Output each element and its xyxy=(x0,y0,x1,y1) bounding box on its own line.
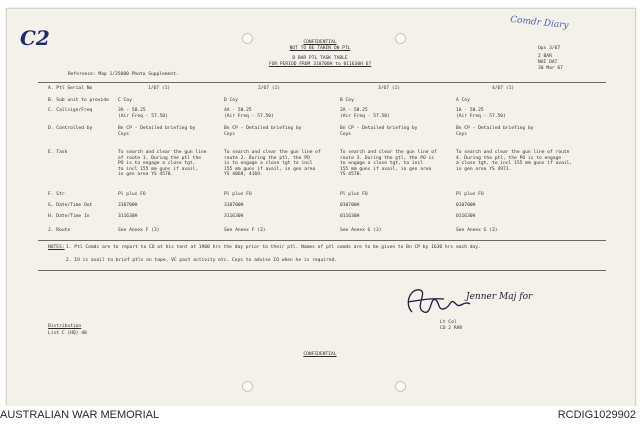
archive-id: RCDIG1029902 xyxy=(557,409,636,421)
unit-name: 2 BAR xyxy=(538,54,552,59)
table-cell: See Annex G (3) xyxy=(456,228,498,233)
row-label: C. Callsign/Freq xyxy=(48,108,93,113)
table-cell: To search and clear the gun line of route 1. During the ptl the PO is to engage a close tgt, to incl 155 mm guns if avail, in gen area YS 4570. xyxy=(118,150,207,178)
table-cell: 010700H xyxy=(456,203,476,208)
table-cell: Pl plus FO xyxy=(340,192,368,197)
not-to-be-taken: NOT TO BE TAKEN ON PTL xyxy=(289,46,351,51)
row-label: B. Sub unit to provide xyxy=(48,98,109,103)
row-label: G. Date/Time Out xyxy=(48,203,93,208)
document-title: B BAR PTL TASK TABLE xyxy=(292,56,348,61)
table-cell: To search and clear the gun line of route 2. During the ptl, the PO is to engage a close tgt to incl 155 mm guns if avail, in gen area YS 4069, 4169. xyxy=(224,150,321,178)
table-cell: To search and clear the gun line of route 3. During the ptl, the PO is to engage a close tgt, to incl 155 mm guns if avail, in gen area YS 4570. xyxy=(340,150,437,178)
row-label: A. Ptl Serial No xyxy=(48,86,93,91)
table-cell: Pl plus FO xyxy=(456,192,484,197)
table-cell: Bn CP - Detailed briefing by Coys xyxy=(118,126,196,137)
table-cell: Pl plus FO xyxy=(118,192,146,197)
table-cell: 011630H xyxy=(340,214,360,219)
signatory-rank: Lt Col xyxy=(440,320,457,325)
table-cell: 2A - 58.25 (Air Freq - 57.50) xyxy=(340,108,390,119)
table-cell: 010700H xyxy=(340,203,360,208)
note-item: 1. Ptl Comds are to report to CO at his tent at 1900 hrs the day prior to their ptl. Names of ptl comds are to be given to Bn CP by 1630 hrs each day. xyxy=(66,245,481,250)
signatory-appointment: CO 2 RAR xyxy=(440,326,463,331)
table-cell: A Coy xyxy=(456,98,470,103)
row-label: J. Route xyxy=(48,228,71,233)
map-reference: Reference: Map 1/25000 Photo Supplement. xyxy=(68,72,179,77)
pencil-reference: C2 xyxy=(20,26,50,50)
archive-caption xyxy=(0,406,640,426)
classification-bottom: CONFIDENTIAL xyxy=(303,352,337,357)
punch-hole xyxy=(242,381,253,392)
document-date: 30 Mar 67 xyxy=(538,66,563,71)
row-label: H. Date/Time In xyxy=(48,214,90,219)
archive-name: AUSTRALIAN WAR MEMORIAL xyxy=(0,409,160,421)
table-cell: See Annex F (3) xyxy=(118,228,160,233)
document-period: FOR PERIOD FROM 310700H to 011630H 67 xyxy=(268,62,372,67)
table-cell: Bn CP - Detailed briefing by Coys xyxy=(340,126,418,137)
row-label: F. Str xyxy=(48,192,65,197)
table-cell: 310700H xyxy=(224,203,244,208)
table-cell: 311630H xyxy=(224,214,244,219)
distribution-heading: Distribution xyxy=(48,324,82,329)
table-top-rule xyxy=(38,82,606,83)
handwritten-signature xyxy=(400,282,520,322)
distribution-list: List C (HQ) 48 xyxy=(48,331,87,336)
column-header: 4/67 (1) xyxy=(492,86,515,91)
note-item: 2. IO is avail to brief ptls on tape, VC past activity etc. Coys to advise IO when he is required. xyxy=(66,258,338,263)
table-cell: Pl plus FO xyxy=(224,192,252,197)
column-header: 1/67 (1) xyxy=(148,86,171,91)
location: NUI DAT xyxy=(538,60,558,65)
table-cell: 311630H xyxy=(118,214,138,219)
table-cell: See Annex F (3) xyxy=(224,228,266,233)
table-cell: 011630H xyxy=(456,214,476,219)
table-cell: Bn CP - Detailed briefing by Coys xyxy=(456,126,534,137)
table-cell: To search and clear the gun line of route 4. During the ptl, the PO is to engage a close tgt, to incl 155 mm guns if avail, in gen area YS 4971. xyxy=(456,150,573,172)
ops-reference: Ops 3/67 xyxy=(538,46,561,51)
table-cell: B Coy xyxy=(340,98,354,103)
notes-rule xyxy=(38,270,606,271)
column-header: 3/67 (1) xyxy=(378,86,401,91)
column-header: 2/67 (1) xyxy=(258,86,281,91)
row-label: E. Task xyxy=(48,150,68,155)
table-bottom-rule xyxy=(38,240,606,241)
table-cell: C Coy xyxy=(118,98,132,103)
table-cell: Bn CP - Detailed briefing by Coys xyxy=(224,126,302,137)
table-cell: 1A - 58.25 (Air Freq - 57.50) xyxy=(456,108,506,119)
table-cell: 4A - 58.25 (Air Freq - 57.50) xyxy=(224,108,274,119)
classification-top: CONFIDENTIAL xyxy=(303,40,337,45)
table-cell: 3A - 58.25 (Air Freq - 57.50) xyxy=(118,108,168,119)
table-cell: See Annex G (3) xyxy=(340,228,382,233)
pencil-annotation: Comdr Diary xyxy=(509,14,569,32)
table-cell: 310700H xyxy=(118,203,138,208)
row-label: D. Controlled by xyxy=(48,126,93,131)
notes-heading: NOTES: xyxy=(48,245,65,250)
punch-hole xyxy=(395,381,406,392)
signature-text: Jenner Maj for xyxy=(466,292,533,302)
table-cell: D Coy xyxy=(224,98,238,103)
